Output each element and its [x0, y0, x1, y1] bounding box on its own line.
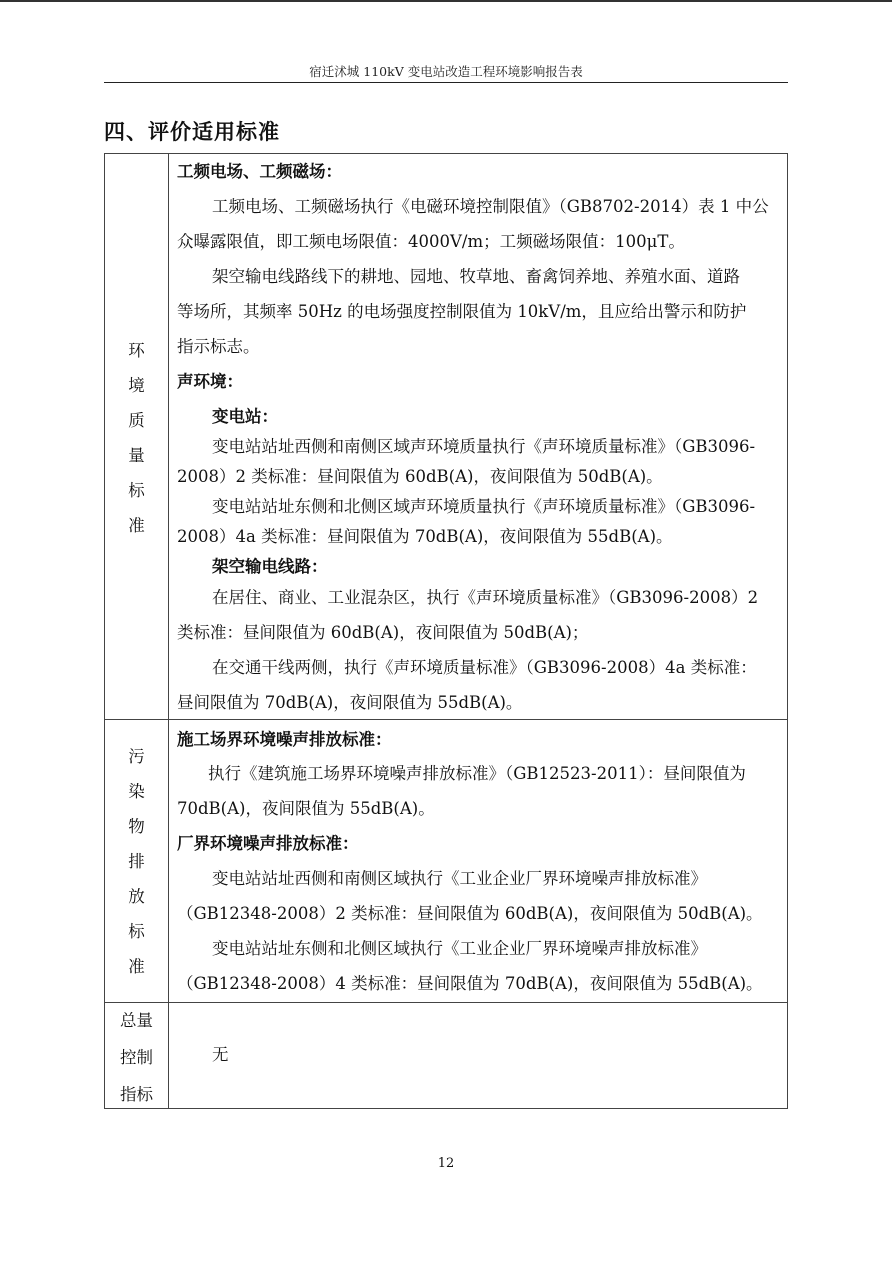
table-row-divider [104, 719, 788, 720]
paragraph-line: 变电站站址西侧和南侧区域执行《工业企业厂界环境噪声排放标准》 [212, 869, 707, 888]
subheading-acoustic: 声环境： [177, 372, 243, 391]
paragraph-line: 在交通干线两侧，执行《声环境质量标准》（GB3096-2008）4a 类标准： [212, 658, 757, 677]
paragraph-line: （GB12348-2008）2 类标准：昼间限值为 60dB(A)，夜间限值为 50dB(A)。 [177, 904, 763, 923]
row-label-total-control: 总量 控制 指标 [120, 1011, 153, 1104]
paragraph-line: （GB12348-2008）4 类标准：昼间限值为 70dB(A)，夜间限值为 55dB(A)。 [177, 974, 763, 993]
subheading-substation: 变电站： [212, 407, 278, 426]
paragraph-line: 昼间限值为 70dB(A)，夜间限值为 55dB(A)。 [177, 693, 523, 712]
section-title: 四、评价适用标准 [104, 119, 280, 144]
paragraph-line: 70dB(A)，夜间限值为 55dB(A)。 [177, 799, 435, 818]
paragraph-line: 变电站站址东侧和北侧区域声环境质量执行《声环境质量标准》（GB3096- [212, 497, 756, 516]
paragraph-line: 2008）4a 类标准：昼间限值为 70dB(A)，夜间限值为 55dB(A)。 [177, 527, 673, 546]
running-header: 宿迁沭城 110kV 变电站改造工程环境影响报告表 [309, 64, 583, 79]
total-control-value: 无 [212, 1045, 229, 1064]
paragraph-line: 众曝露限值，即工频电场限值：4000V/m；工频磁场限值：100μT。 [177, 232, 685, 251]
paragraph-line: 指示标志。 [177, 337, 260, 356]
row-label-pollutant: 污 染 物 排 放 标 准 [128, 747, 145, 976]
paragraph-line: 架空输电线路线下的耕地、园地、牧草地、畜禽饲养地、养殖水面、道路 [212, 267, 740, 286]
paragraph-line: 变电站站址东侧和北侧区域执行《工业企业厂界环境噪声排放标准》 [212, 939, 707, 958]
paragraph-line: 执行《建筑施工场界环境噪声排放标准》（GB12523-2011）：昼间限值为 [208, 764, 746, 783]
subheading-boundary-noise: 厂界环境噪声排放标准： [177, 834, 359, 853]
paragraph-line: 2008）2 类标准：昼间限值为 60dB(A)，夜间限值为 50dB(A)。 [177, 467, 663, 486]
page-number: 12 [437, 1156, 455, 1171]
paragraph-line: 在居住、商业、工业混杂区，执行《声环境质量标准》（GB3096-2008）2 [212, 588, 759, 607]
paragraph-line: 变电站站址西侧和南侧区域声环境质量执行《声环境质量标准》（GB3096- [212, 437, 756, 456]
table-column-divider [168, 153, 169, 1109]
subheading-power-frequency: 工频电场、工频磁场： [177, 162, 342, 181]
subheading-construction-noise: 施工场界环境噪声排放标准： [177, 730, 392, 749]
top-border [0, 0, 892, 2]
header-rule [104, 82, 788, 83]
paragraph-line: 等场所，其频率 50Hz 的电场强度控制限值为 10kV/m，且应给出警示和防护 [177, 302, 747, 321]
subheading-overhead-line: 架空输电线路： [212, 557, 328, 576]
paragraph-line: 类标准：昼间限值为 60dB(A)，夜间限值为 50dB(A)； [177, 623, 589, 642]
table-row-divider [104, 1002, 788, 1003]
row-label-env-quality: 环 境 质 量 标 准 [128, 341, 145, 535]
paragraph-line: 工频电场、工频磁场执行《电磁环境控制限值》（GB8702-2014）表 1 中公 [212, 197, 769, 216]
